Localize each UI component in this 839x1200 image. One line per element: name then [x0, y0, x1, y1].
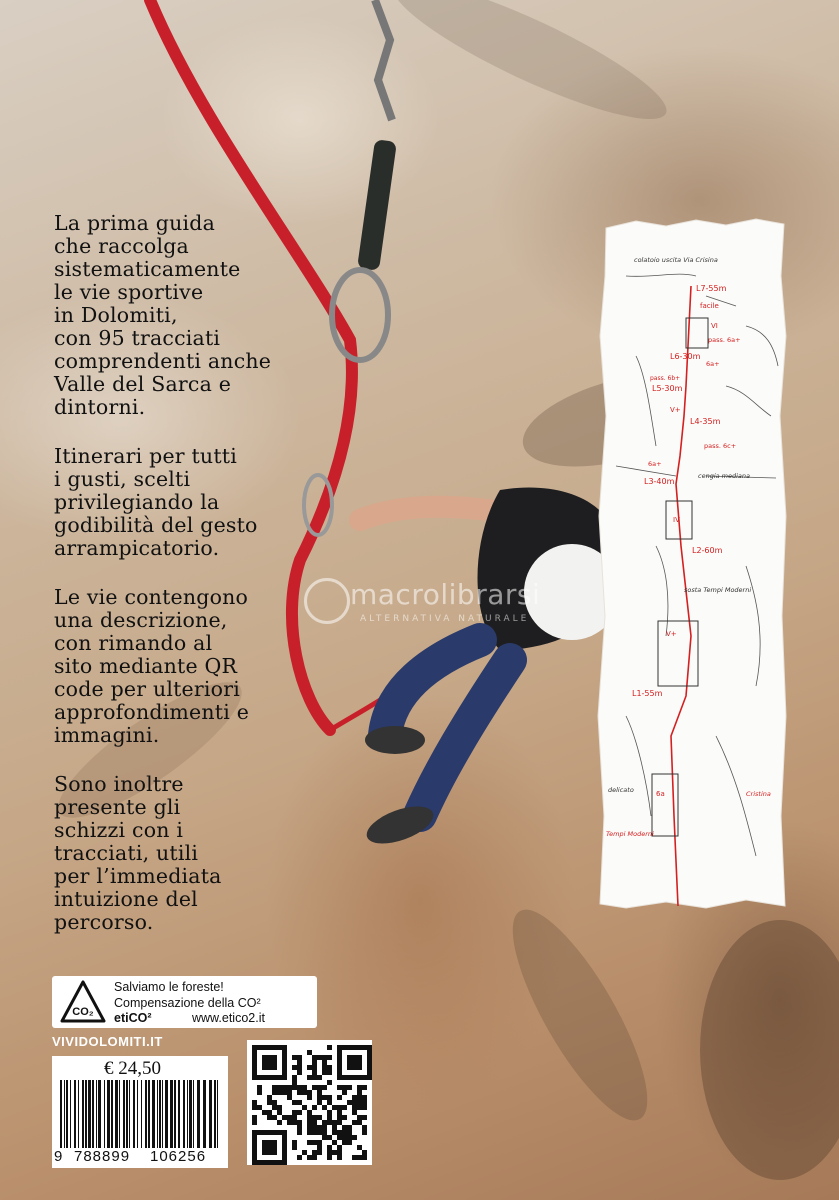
topo-grade-6a: 6a [656, 790, 665, 798]
barcode-bar [104, 1080, 105, 1148]
qr-module [312, 1150, 317, 1155]
qr-module [312, 1120, 317, 1125]
qr-module [297, 1065, 302, 1070]
qr-module [337, 1095, 342, 1100]
qr-module [292, 1100, 297, 1105]
topo-note-delicato: delicato [608, 786, 634, 794]
qr-module [317, 1115, 322, 1120]
qr-module [332, 1120, 337, 1125]
barcode-bar [193, 1080, 194, 1148]
qr-module [272, 1105, 277, 1110]
qr-module [292, 1115, 297, 1120]
barcode-bar [96, 1080, 97, 1148]
qr-module [322, 1125, 327, 1130]
qr-module [297, 1155, 302, 1160]
qr-module [352, 1135, 357, 1140]
topo-pitch-l4: L4-35m [690, 417, 721, 426]
qr-module [322, 1105, 327, 1110]
topo-grade-6a-plus: 6a+ [706, 360, 720, 368]
back-cover-blurb [54, 212, 314, 960]
qr-module [287, 1115, 292, 1120]
qr-finder-core [347, 1055, 362, 1070]
qr-module [327, 1100, 332, 1105]
qr-module [322, 1055, 327, 1060]
qr-module [347, 1140, 352, 1145]
qr-module [307, 1120, 312, 1125]
barcode-bar [152, 1080, 155, 1148]
qr-module [292, 1075, 297, 1080]
qr-module [347, 1130, 352, 1135]
qr-module [357, 1100, 362, 1105]
co2-brand: etiCO² [114, 1011, 152, 1025]
isbn-prefix: 9 [54, 1148, 64, 1165]
barcode-bar [123, 1080, 125, 1148]
qr-module [272, 1090, 277, 1095]
topo-grade-v-plus: V+ [670, 406, 681, 414]
qr-module [327, 1115, 332, 1120]
price-label: € 24,50 [104, 1058, 161, 1079]
barcode-bar [129, 1080, 130, 1148]
qr-module [322, 1070, 327, 1075]
qr-module [312, 1070, 317, 1075]
topo-note-sosta: sosta Tempi Moderni [684, 586, 752, 594]
qr-module [297, 1085, 302, 1090]
isbn-number [52, 1148, 228, 1168]
qr-module [307, 1095, 312, 1100]
qr-module [302, 1150, 307, 1155]
qr-module [312, 1130, 317, 1135]
topo-pitch-l1: L1-55m [632, 689, 663, 698]
qr-module [357, 1085, 362, 1090]
topo-grade-v-plus-2: V+ [666, 630, 677, 638]
qr-module [287, 1090, 292, 1095]
qr-module [342, 1105, 347, 1110]
qr-module [262, 1110, 267, 1115]
qr-module [317, 1130, 322, 1135]
barcode-bar [92, 1080, 94, 1148]
watermark-logo-icon [304, 578, 350, 624]
qr-module [322, 1085, 327, 1090]
qr-module [317, 1125, 322, 1130]
blurb-paragraph-2: Itinerari per tutti i gusti, scelti privilegiando la godibilità del gesto arrampicatorio. [54, 444, 258, 560]
carabiner-top [375, 0, 392, 120]
topo-grade-pass6b: pass. 6b+ [650, 375, 681, 382]
qr-module [362, 1105, 367, 1110]
watermark-name: macrolibrarsi [350, 578, 541, 611]
qr-module [337, 1150, 342, 1155]
barcode-bar [209, 1080, 212, 1148]
qr-module [297, 1130, 302, 1135]
qr-module [352, 1155, 357, 1160]
barcode-bar [145, 1080, 147, 1148]
qr-module [297, 1120, 302, 1125]
qr-module [347, 1135, 352, 1140]
qr-module [337, 1145, 342, 1150]
co2-triangle-icon [60, 979, 106, 1025]
qr-module [312, 1155, 317, 1160]
qr-module [277, 1110, 282, 1115]
qr-module [312, 1055, 317, 1060]
qr-module [322, 1130, 327, 1135]
qr-module [292, 1120, 297, 1125]
topo-pitch-l6: L6-30m [670, 352, 701, 361]
qr-module [332, 1130, 337, 1135]
qr-module [357, 1145, 362, 1150]
isbn-group-1: 788899 [74, 1148, 131, 1165]
barcode-bar [197, 1080, 200, 1148]
qr-module [357, 1115, 362, 1120]
qr-module [287, 1085, 292, 1090]
qr-module [342, 1115, 347, 1120]
qr-module [337, 1155, 342, 1160]
barcode-bars [58, 1080, 222, 1148]
qr-module [267, 1095, 272, 1100]
barcode-bar [119, 1080, 120, 1148]
qr-module [302, 1105, 307, 1110]
qr-module [337, 1105, 342, 1110]
barcode-bar [60, 1080, 62, 1148]
qr-module [277, 1090, 282, 1095]
qr-module [322, 1120, 327, 1125]
qr-module [332, 1140, 337, 1145]
barcode-bar [159, 1080, 161, 1148]
qr-module [327, 1045, 332, 1050]
qr-module [312, 1060, 317, 1065]
qr-module [307, 1115, 312, 1120]
qr-module [362, 1085, 367, 1090]
qr-module [342, 1085, 347, 1090]
qr-module [297, 1090, 302, 1095]
qr-module [282, 1085, 287, 1090]
co2-url: www.etico2.it [192, 1011, 265, 1025]
barcode-bar [214, 1080, 216, 1148]
topo-grade-pass6a: pass. 6a+ [708, 336, 741, 344]
qr-module [362, 1100, 367, 1105]
qr-module [307, 1140, 312, 1145]
topo-grade-6a-plus-2: 6a+ [648, 460, 662, 468]
qr-module [307, 1090, 312, 1095]
qr-module [362, 1115, 367, 1120]
qr-module [307, 1130, 312, 1135]
qr-module [297, 1125, 302, 1130]
qr-module [322, 1065, 327, 1070]
qr-module [317, 1090, 322, 1095]
barcode-bar [183, 1080, 185, 1148]
qr-module [312, 1105, 317, 1110]
topo-note-cengia: cengia mediana [698, 472, 751, 480]
qr-module [302, 1090, 307, 1095]
qr-module [347, 1085, 352, 1090]
qr-module [352, 1105, 357, 1110]
barcode-bar [157, 1080, 158, 1148]
qr-module [342, 1090, 347, 1095]
qr-module [332, 1125, 337, 1130]
qr-module [257, 1090, 262, 1095]
qr-module [292, 1110, 297, 1115]
isbn-barcode [52, 1056, 228, 1168]
qr-module [312, 1075, 317, 1080]
qr-module [342, 1140, 347, 1145]
watermark [296, 570, 596, 640]
barcode-bar [64, 1080, 65, 1148]
barcode-bar [187, 1080, 188, 1148]
topo-pitch-l5: L5-30m [652, 384, 683, 393]
qr-module [292, 1065, 297, 1070]
barcode-bar [217, 1080, 218, 1148]
qr-module [312, 1085, 317, 1090]
qr-module [292, 1080, 297, 1085]
qr-module [307, 1110, 312, 1115]
qr-module [307, 1065, 312, 1070]
qr-module [277, 1120, 282, 1125]
qr-module [272, 1100, 277, 1105]
qr-finder-core [262, 1140, 277, 1155]
barcode-bar [82, 1080, 84, 1148]
qr-module [317, 1095, 322, 1100]
qr-module [272, 1085, 277, 1090]
qr-module [327, 1065, 332, 1070]
qr-module [322, 1095, 327, 1100]
publisher-website: VIVIDOLOMITI.IT [52, 1034, 163, 1049]
topo-grade-iv: IV [673, 516, 680, 524]
barcode-bar [126, 1080, 128, 1148]
qr-module [267, 1115, 272, 1120]
qr-module [297, 1110, 302, 1115]
barcode-bar [178, 1080, 180, 1148]
barcode-bar [165, 1080, 168, 1148]
qr-module [282, 1090, 287, 1095]
qr-module [357, 1095, 362, 1100]
qr-module [252, 1120, 257, 1125]
qr-module [277, 1105, 282, 1110]
qr-module [342, 1125, 347, 1130]
qr-module [267, 1100, 272, 1105]
qr-module [257, 1105, 262, 1110]
qr-module [297, 1070, 302, 1075]
qr-module [362, 1155, 367, 1160]
blurb-paragraph-4: Sono inoltre presente gli schizzi con i tracciati, utili per l’immediata intuizione del percorso. [54, 772, 222, 934]
barcode-bar [74, 1080, 76, 1148]
barcode-bar [107, 1080, 110, 1148]
topo-pitch-l3: L3-40m [644, 477, 675, 486]
qr-module [347, 1125, 352, 1130]
qr-module [327, 1080, 332, 1085]
barcode-bar [85, 1080, 87, 1148]
qr-module [317, 1140, 322, 1145]
qr-module [332, 1105, 337, 1110]
qr-module [327, 1055, 332, 1060]
qr-module [317, 1145, 322, 1150]
qr-module [337, 1110, 342, 1115]
topo-note-cristina: Cristina [746, 790, 771, 798]
qr-module [327, 1135, 332, 1140]
qr-module [357, 1120, 362, 1125]
barcode-bar [70, 1080, 71, 1148]
topo-header: colatoio uscita Via Crisina [634, 256, 718, 264]
qr-module [297, 1055, 302, 1060]
topo-pitch-l2: L2-60m [692, 546, 723, 555]
topo-pitch-l7: L7-55m [696, 284, 727, 293]
qr-module [352, 1095, 357, 1100]
qr-code [247, 1040, 372, 1165]
qr-module [312, 1140, 317, 1145]
qr-module [352, 1110, 357, 1115]
co2-line-2: Compensazione della CO² [114, 996, 261, 1010]
qr-module [342, 1135, 347, 1140]
qr-module [307, 1125, 312, 1130]
co2-compensation-badge [52, 976, 317, 1028]
qr-module [317, 1100, 322, 1105]
qr-module [307, 1155, 312, 1160]
qr-module [362, 1150, 367, 1155]
qr-module [297, 1060, 302, 1065]
qr-module [297, 1100, 302, 1105]
qr-module [352, 1100, 357, 1105]
qr-module [257, 1085, 262, 1090]
qr-module [307, 1050, 312, 1055]
qr-module [287, 1095, 292, 1100]
qr-module [282, 1115, 287, 1120]
isbn-group-2: 106256 [150, 1148, 207, 1165]
qr-module [357, 1090, 362, 1095]
qr-module [327, 1110, 332, 1115]
qr-finder-core [262, 1055, 277, 1070]
barcode-bar [137, 1080, 138, 1148]
topo-grade-facile: facile [700, 302, 719, 310]
qr-module [292, 1145, 297, 1150]
qr-module [352, 1120, 357, 1125]
qr-module [267, 1110, 272, 1115]
qr-module [362, 1130, 367, 1135]
barcode-bar [115, 1080, 118, 1148]
barcode-bar [203, 1080, 206, 1148]
topo-grade-vi: VI [711, 322, 718, 330]
qr-module [337, 1135, 342, 1140]
barcode-bar [174, 1080, 176, 1148]
qr-module [327, 1155, 332, 1160]
quickdraw-sling [357, 139, 397, 271]
qr-module [312, 1115, 317, 1120]
barcode-bar [170, 1080, 173, 1148]
barcode-bar [162, 1080, 163, 1148]
qr-module [357, 1105, 362, 1110]
qr-module [357, 1155, 362, 1160]
qr-module [252, 1115, 257, 1120]
qr-module [277, 1085, 282, 1090]
qr-module [337, 1115, 342, 1120]
barcode-bar [148, 1080, 150, 1148]
qr-module [317, 1075, 322, 1080]
barcode-bar [111, 1080, 113, 1148]
svg-text:CO₂: CO₂ [72, 1006, 94, 1018]
blurb-paragraph-1: La prima guida che raccolga sistematicamente le vie sportive in Dolomiti, con 95 tracciati comprendenti anche Valle del Sarca e dintorni. [54, 211, 272, 419]
qr-module [292, 1085, 297, 1090]
barcode-bar [133, 1080, 135, 1148]
qr-module [252, 1105, 257, 1110]
topo-note-tempi-moderni: Tempi Moderni [606, 830, 654, 838]
qr-module [347, 1100, 352, 1105]
co2-line-1: Salviamo le foreste! [114, 980, 224, 994]
qr-module [317, 1055, 322, 1060]
qr-module [322, 1135, 327, 1140]
barcode-bar [141, 1080, 142, 1148]
qr-module [312, 1065, 317, 1070]
barcode-bar [98, 1080, 101, 1148]
qr-module [317, 1150, 322, 1155]
qr-module [362, 1125, 367, 1130]
topo-grade-pass6c: pass. 6c+ [704, 442, 737, 450]
barcode-bar [78, 1080, 79, 1148]
topo-paper [598, 219, 786, 908]
barcode-bar [88, 1080, 91, 1148]
qr-module [337, 1085, 342, 1090]
qr-module [337, 1130, 342, 1135]
qr-module [332, 1150, 337, 1155]
qr-module [327, 1095, 332, 1100]
qr-module [317, 1085, 322, 1090]
route-topo-sketch [596, 216, 788, 916]
barcode-bar [66, 1080, 68, 1148]
qr-module [327, 1145, 332, 1150]
qr-module [342, 1130, 347, 1135]
blurb-paragraph-3: Le vie contengono una descrizione, con rimando al sito mediante QR code per ulteriori approfondimenti e immagini. [54, 585, 250, 747]
qr-module [327, 1070, 332, 1075]
qr-module [307, 1075, 312, 1080]
qr-module [252, 1100, 257, 1105]
qr-module [327, 1120, 332, 1125]
qr-module [292, 1055, 297, 1060]
qr-module [272, 1115, 277, 1120]
qr-module [312, 1125, 317, 1130]
qr-module [337, 1120, 342, 1125]
qr-module [292, 1140, 297, 1145]
qr-module [327, 1150, 332, 1155]
qr-module [302, 1085, 307, 1090]
qr-module [322, 1060, 327, 1065]
climber-shoe-left [365, 726, 425, 754]
watermark-tagline: ALTERNATIVA NATURALE [360, 614, 530, 624]
barcode-bar [189, 1080, 192, 1148]
qr-module [362, 1095, 367, 1100]
qr-module [287, 1120, 292, 1125]
